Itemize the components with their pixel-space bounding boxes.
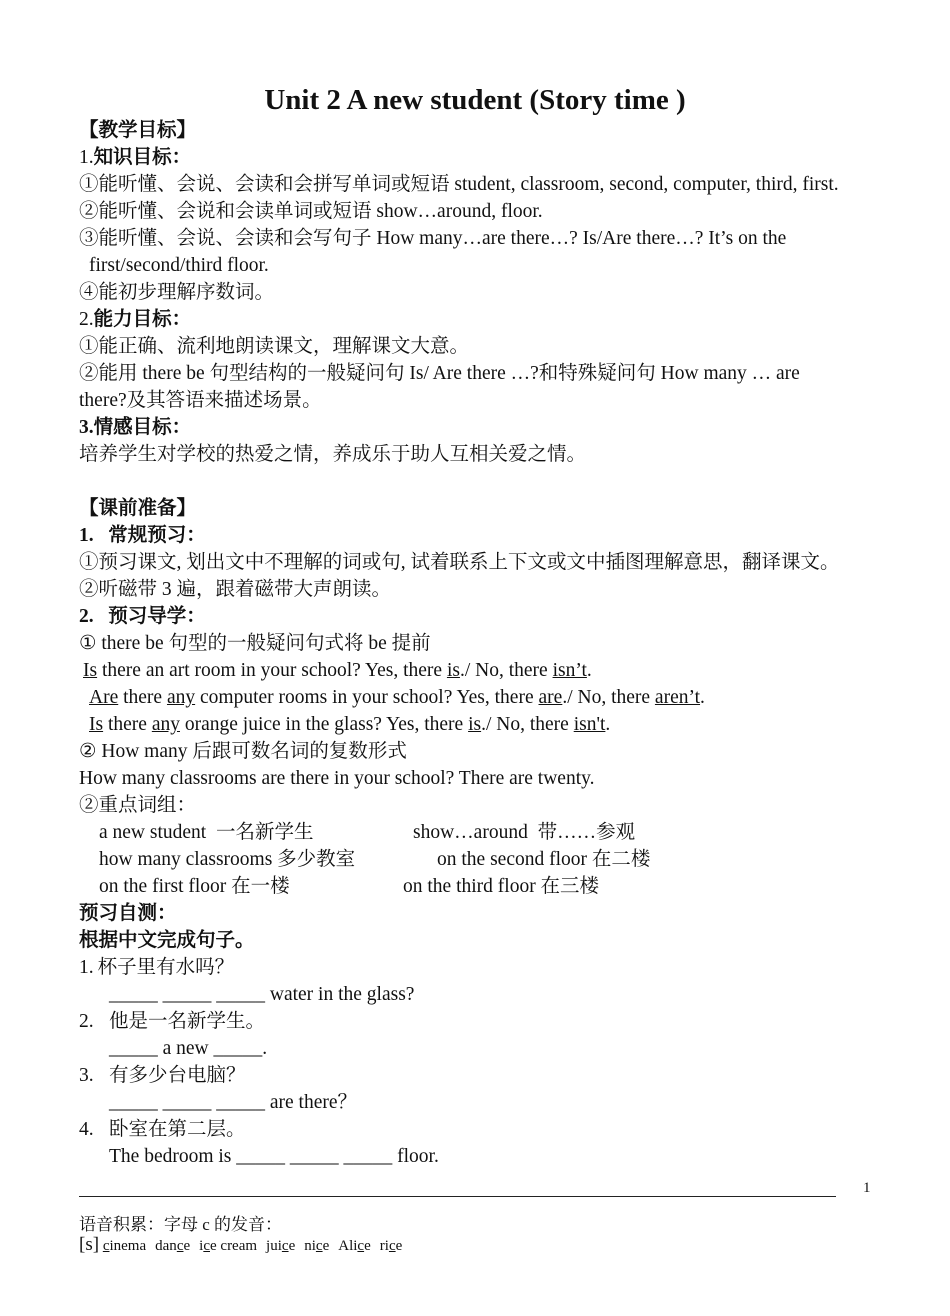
phrases-label: ②重点词组： [79, 795, 197, 816]
example-text: computer rooms in your school? Yes, there [195, 687, 539, 708]
selftest-cn: 有多少台电脑？ [109, 1065, 246, 1086]
selftest-heading: 预习自测： [79, 903, 177, 924]
word-letter: c [176, 1238, 184, 1254]
phrase-item: on the third floor 在三楼 [403, 876, 600, 897]
phonics-word [304, 1238, 329, 1254]
word-letter: c [388, 1238, 396, 1254]
knowledge-item-3-cont: first/second/third floor. [89, 255, 269, 276]
word-part: e cream [210, 1238, 258, 1254]
selftest-en: _____ _____ _____ are there？ [109, 1092, 358, 1113]
word-part: e [322, 1238, 330, 1254]
guide-point-2-example: How many classrooms are there in your school? There are twenty. [79, 768, 595, 789]
guide-point-2: ② How many 后跟可数名词的复数形式 [79, 741, 407, 762]
example-any: any [151, 714, 180, 735]
knowledge-goal-label: 知识目标： [93, 147, 192, 168]
example-verb: Are [89, 687, 119, 708]
example-text: . [700, 687, 705, 708]
selftest-cn: 卧室在第二层。 [109, 1119, 246, 1140]
knowledge-item-1: ①能听懂、会说、会读和会拼写单词或短语 student, classroom, second, computer, third, first. [79, 174, 839, 195]
selftest-item-1 [79, 956, 234, 980]
selftest-item-2 [79, 1010, 266, 1034]
example-text: orange juice in the glass? Yes, there [179, 714, 469, 735]
selftest-item-3 [79, 1064, 246, 1088]
routine-item-2: ②听磁带 3 遍，跟着磁带大声朗读。 [79, 579, 392, 600]
phrase-item: on the second floor 在二楼 [437, 849, 651, 870]
ability-goal-label: 能力目标： [93, 309, 192, 330]
knowledge-goal-num: 1. [79, 147, 94, 168]
word-part: ri [379, 1238, 389, 1254]
page-number: 1 [863, 1180, 871, 1196]
selftest-en: _____ a new _____. [109, 1038, 268, 1059]
phonics-word [338, 1238, 371, 1254]
example-verb: Is [83, 660, 98, 681]
word-part: i [199, 1238, 204, 1254]
example-text: there an art room in your school? Yes, there [97, 660, 447, 681]
example-verb: isn't [573, 714, 606, 735]
phrase-item: how many classrooms 多少教室 [99, 849, 356, 870]
selftest-item-4 [79, 1118, 246, 1142]
routine-item-1: ①预习课文, 划出文中不理解的词或句, 试着联系上下文或文中插图理解意思，翻译课文。 [79, 552, 840, 573]
selftest-instruction: 根据中文完成句子。 [79, 930, 255, 951]
example-verb: Is [89, 714, 104, 735]
routine-heading: 1. 常规预习： [79, 525, 206, 546]
example-text: ./ No, there [562, 687, 655, 708]
goals-heading: 【教学目标】 [79, 120, 197, 141]
word-part: e [288, 1238, 296, 1254]
word-letter: c [315, 1238, 323, 1254]
phonics-word [199, 1238, 257, 1254]
word-part: jui [266, 1238, 282, 1254]
example-line-3 [89, 713, 610, 737]
example-text: there [118, 687, 167, 708]
selftest-num: 2. [79, 1011, 94, 1032]
selftest-cn: 他是一名新学生。 [109, 1011, 266, 1032]
example-text: . [586, 660, 592, 681]
phonics-label: 语音积累：字母 c 的发音： [79, 1215, 283, 1234]
guide-heading: 2. 预习导学： [79, 606, 206, 627]
word-part: e [183, 1238, 191, 1254]
example-verb: aren’t [654, 687, 701, 708]
phrase-item: show…around 带……参观 [413, 822, 636, 843]
footer-divider [79, 1196, 836, 1197]
example-verb: are [538, 687, 563, 708]
word-part: e [395, 1238, 403, 1254]
phonics-word [380, 1238, 403, 1254]
ability-item-2-cont: there?及其答语来描述场景。 [79, 390, 322, 411]
ability-item-1: ①能正确、流利地朗读课文，理解课文大意。 [79, 336, 470, 357]
selftest-en: The bedroom is _____ _____ _____ floor. [109, 1146, 439, 1167]
page-title: Unit 2 A new student (Story time ) [264, 84, 686, 116]
selftest-en: _____ _____ _____ water in the glass? [109, 984, 415, 1005]
guide-point-1: ① there be 句型的一般疑问句式将 be 提前 [79, 633, 431, 654]
word-part: dan [155, 1238, 177, 1254]
selftest-num: 4. [79, 1119, 94, 1140]
phonics-sound: [s] [79, 1234, 100, 1255]
example-verb: is [446, 660, 460, 681]
word-part: inema [109, 1238, 147, 1254]
selftest-num: 3. [79, 1065, 94, 1086]
word-letter: c [102, 1238, 110, 1254]
phonics-word [266, 1238, 295, 1254]
example-text: ./ No, there [481, 714, 574, 735]
prep-heading: 【课前准备】 [79, 498, 197, 519]
phrase-item: a new student 一名新学生 [99, 822, 314, 843]
ability-item-2: ②能用 there be 句型结构的一般疑问句 Is/ Are there …?和特殊疑问句 How many … are [79, 363, 800, 384]
emotion-goal-heading: 3.情感目标： [79, 417, 192, 438]
phonics-word [155, 1238, 190, 1254]
example-line-1 [83, 659, 592, 683]
example-any: any [166, 687, 196, 708]
knowledge-item-3: ③能听懂、会说、会读和会写句子 How many…are there…? Is/Are there…? It’s on the [79, 228, 787, 249]
ability-goal-heading [79, 308, 191, 332]
word-part: e [364, 1238, 371, 1254]
phonics-word [103, 1238, 146, 1254]
phonics-sound-line [79, 1234, 411, 1256]
example-verb: isn’t [552, 660, 587, 681]
word-letter: c [357, 1238, 365, 1254]
emotion-goal-text: 培养学生对学校的热爱之情，养成乐于助人互相关爱之情。 [79, 444, 587, 465]
example-text: . [605, 714, 611, 735]
word-letter: c [203, 1238, 210, 1254]
example-line-2 [89, 686, 705, 710]
selftest-cn: 杯子里有水吗？ [97, 957, 235, 978]
word-letter: c [281, 1238, 289, 1254]
ability-goal-num: 2. [79, 309, 94, 330]
example-verb: is [468, 714, 482, 735]
example-text: ./ No, there [459, 660, 553, 681]
knowledge-goal-heading [79, 146, 191, 170]
knowledge-item-2: ②能听懂、会说和会读单词或短语 show…around, floor. [79, 201, 543, 222]
selftest-num: 1. [79, 957, 94, 978]
word-part: ni [304, 1238, 316, 1254]
knowledge-item-4: ④能初步理解序数词。 [79, 282, 275, 303]
word-part: Ali [338, 1238, 358, 1254]
phrase-item: on the first floor 在一楼 [99, 876, 290, 897]
example-text: there [103, 714, 152, 735]
